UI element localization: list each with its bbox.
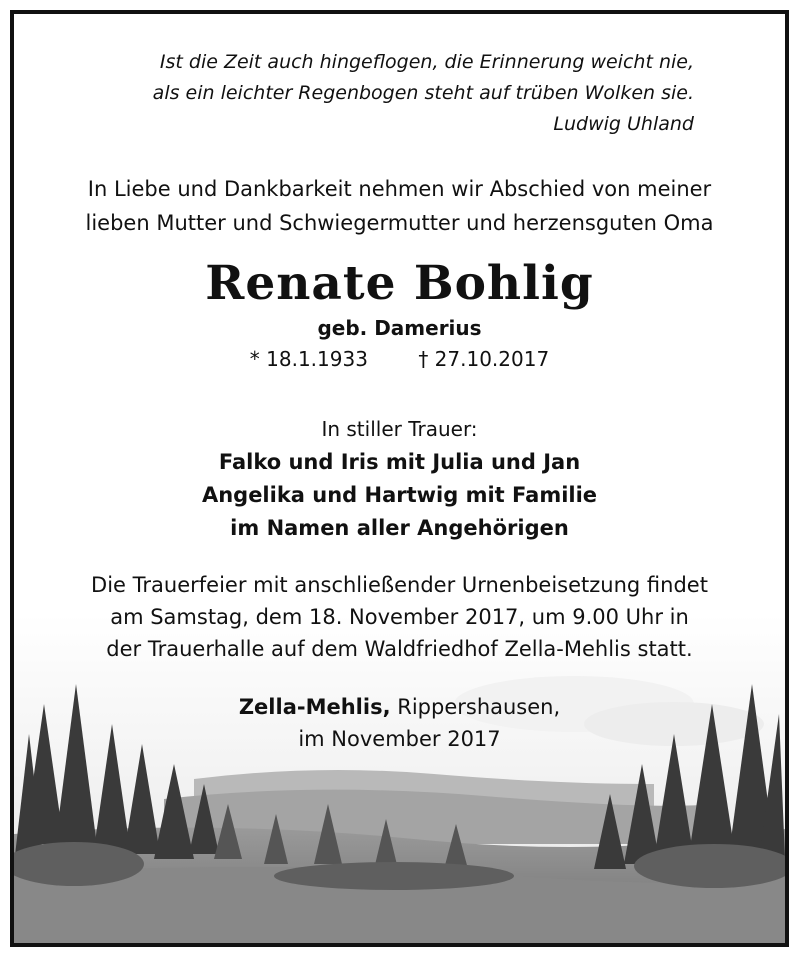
birth-name: geb. Damerius — [317, 316, 482, 340]
deceased-name: Renate Bohlig — [205, 256, 594, 311]
place-town-2: Rippershausen, — [397, 695, 561, 719]
mourner-line: Angelika und Hartwig mit Familie — [201, 483, 598, 507]
poem-author: Ludwig Uhland — [553, 113, 694, 135]
mourner-line: Falko und Iris mit Julia und Jan — [218, 450, 581, 474]
poem-line-1: Ist die Zeit auch hingeflogen, die Erinnerung weicht nie, — [159, 51, 694, 73]
birth-date: * 18.1.1933 — [249, 347, 368, 371]
place-date: im November 2017 — [298, 727, 501, 751]
service-line-2: am Samstag, dem 18. November 2017, um 9.00 Uhr in — [110, 605, 689, 629]
mourners-list — [14, 446, 785, 545]
place-and-date — [14, 691, 785, 755]
intro-text — [14, 172, 785, 240]
place-line — [14, 691, 785, 723]
intro-line-1: In Liebe und Dankbarkeit nehmen wir Abschied von meiner — [87, 177, 712, 201]
poem-quote — [14, 47, 694, 140]
service-info — [14, 569, 785, 665]
obituary-frame — [10, 10, 789, 947]
intro-line-2: lieben Mutter und Schwiegermutter und herzensguten Oma — [85, 211, 714, 235]
death-date: † 27.10.2017 — [418, 347, 550, 371]
mourner-line: im Namen aller Angehörigen — [230, 516, 569, 540]
service-line-3: der Trauerhalle auf dem Waldfriedhof Zella-Mehlis statt. — [106, 637, 693, 661]
life-dates — [14, 344, 785, 374]
poem-line-2: als ein leichter Regenbogen steht auf trüben Wolken sie. — [152, 82, 694, 104]
mourners-heading: In stiller Trauer: — [321, 417, 478, 441]
place-town: Zella-Mehlis, — [238, 695, 391, 719]
service-line-1: Die Trauerfeier mit anschließender Urnenbeisetzung findet — [91, 573, 708, 597]
